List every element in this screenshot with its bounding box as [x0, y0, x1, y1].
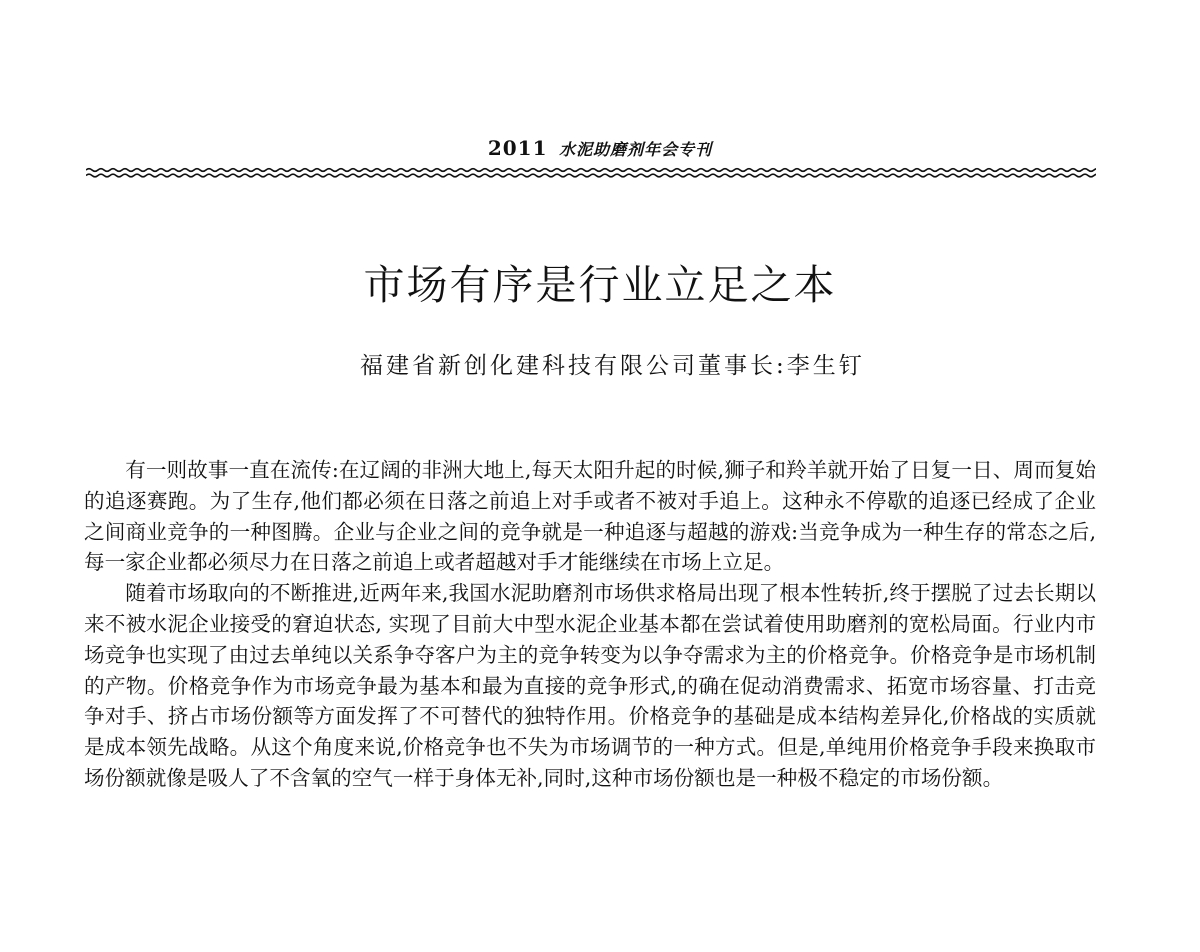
header-year: 2011 [487, 136, 548, 160]
article-body [84, 455, 1096, 794]
running-header [0, 136, 1200, 160]
article-title: 市场有序是行业立足之本 [363, 261, 837, 309]
body-paragraph: 有一则故事一直在流传:在辽阔的非洲大地上,每天太阳升起的时候,狮子和羚羊就开始了日复一日、周而复始的追逐赛跑。为了生存,他们都必须在日落之前追上对手或者不被对手追上。这种永不停歇的追逐已经成了企业之间商业竞争的一种图腾。企业与企业之间的竞争就是一种追逐与超越的游戏:当竞争成为一种生存的常态之后,每一家企业都必须尽力在日落之前追上或者超越对手才能继续在市场上立足。 [84, 458, 1096, 575]
wavy-header-rule [86, 166, 1096, 180]
author-byline: 福建省新创化建科技有限公司董事长:李生钉 [360, 353, 865, 379]
header-publication-title: 水泥助磨剂年会专刊 [559, 140, 713, 159]
body-paragraph: 随着市场取向的不断推进,近两年来,我国水泥助磨剂市场供求格局出现了根本性转折,终于摆脱了过去长期以来不被水泥企业接受的窘迫状态, 实现了目前大中型水泥企业基本都在尝试着使用助磨剂的宽松局面。行业内市场竞争也实现了由过去单纯以关系争夺客户为主的竞争转变为以争夺需求为主的价格竞争。价格竞争是市场机制的产物。价格竞争作为市场竞争最为基本和最为直接的竞争形式,的确在促动消费需求、拓宽市场容量、打击竞争对手、挤占市场份额等方面发挥了不可替代的独特作用。价格竞争的基础是成本结构差异化,价格战的实质就是成本领先战略。从这个角度来说,价格竞争也不失为市场调节的一种方式。但是,单纯用价格竞争手段来换取市场份额就像是吸人了不含氧的空气一样于身体无补,同时,这种市场份额也是一种极不稳定的市场份额。 [84, 581, 1096, 790]
